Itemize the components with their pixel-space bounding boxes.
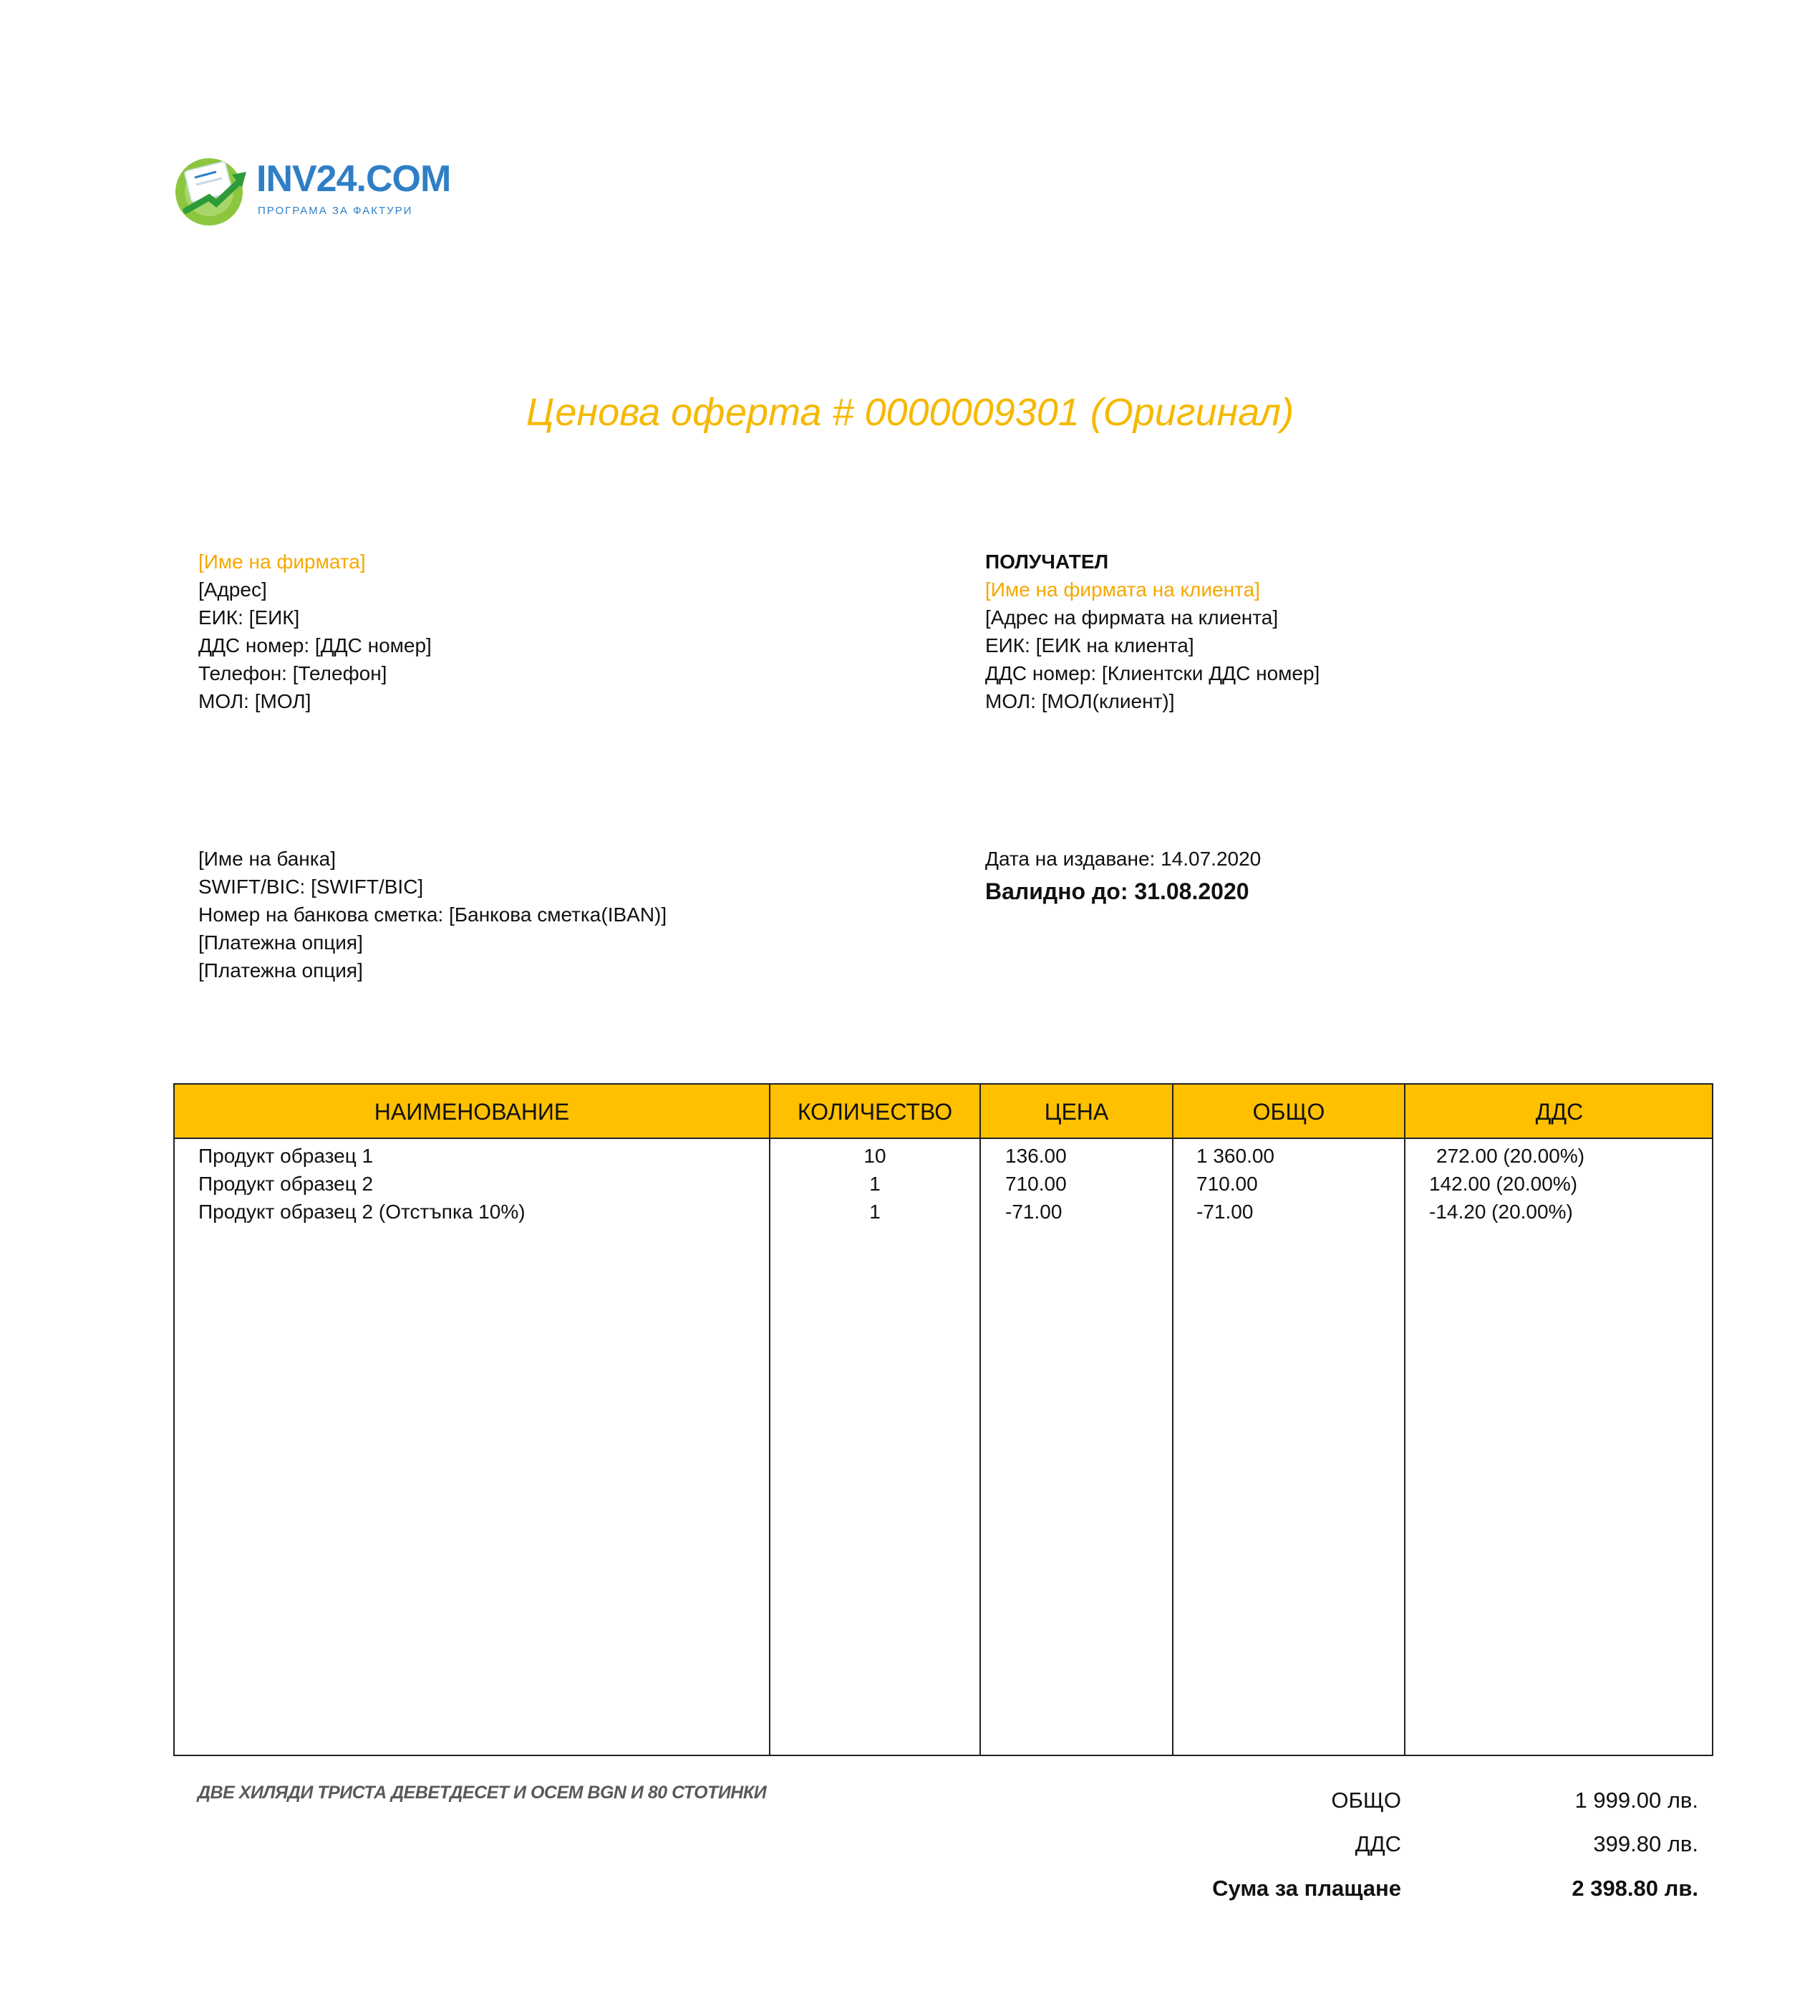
- header-vat: ДДС: [1535, 1099, 1584, 1125]
- sender-block: [198, 548, 432, 715]
- table-cell-vat: -14.20 (20.00%): [1429, 1201, 1573, 1223]
- bank-swift: SWIFT/BIC: [SWIFT/BIC]: [198, 876, 424, 898]
- table-cell-price: 136.00: [1005, 1145, 1067, 1167]
- table-cell-vat: 142.00 (20.00%): [1429, 1173, 1578, 1195]
- table-cell-quantity: 1: [869, 1173, 881, 1195]
- column-divider: [1404, 1085, 1405, 1755]
- header-price: ЦЕНА: [1044, 1099, 1109, 1125]
- recipient-block: [985, 548, 1320, 715]
- recipient-company: [Име на фирмата на клиента]: [985, 578, 1260, 601]
- table-cell-total: 1 360.00: [1196, 1145, 1274, 1167]
- table-cell-total: -71.00: [1196, 1201, 1254, 1223]
- table-cell-quantity: 10: [863, 1145, 886, 1167]
- bank-account: Номер на банкова сметка: [Банкова сметка(IBAN)]: [198, 903, 667, 926]
- table-cell-quantity: 1: [869, 1201, 881, 1223]
- table-cell-name: Продукт образец 2: [198, 1173, 374, 1195]
- sender-mol: МОЛ: [МОЛ]: [198, 690, 311, 712]
- sender-phone: Телефон: [Телефон]: [198, 662, 387, 684]
- logo-tagline: ПРОГРАМА ЗА ФАКТУРИ: [258, 205, 413, 217]
- column-divider: [979, 1085, 981, 1755]
- table-cell-price: 710.00: [1005, 1173, 1067, 1195]
- bank-payment-option: [Платежна опция]: [198, 959, 363, 982]
- vat-value: 399.80 лв.: [1593, 1831, 1698, 1856]
- amount-in-words: ДВЕ ХИЛЯДИ ТРИСТА ДЕВЕТДЕСЕТ И ОСЕМ BGN И 80 СТОТИНКИ: [198, 1783, 767, 1803]
- logo-wordmark: INV24.COM: [256, 158, 451, 200]
- table-cell-vat: 272.00 (20.00%): [1436, 1145, 1585, 1167]
- recipient-mol: МОЛ: [МОЛ(клиент)]: [985, 690, 1175, 712]
- total-value: 1 999.00 лв.: [1574, 1788, 1698, 1813]
- header-quantity: КОЛИЧЕСТВО: [797, 1099, 953, 1125]
- table-cell-price: -71.00: [1005, 1201, 1063, 1223]
- bank-payment-option: [Платежна опция]: [198, 931, 363, 954]
- document-title: Ценова оферта # 0000009301 (Оригинал): [526, 391, 1294, 434]
- amount-due-label: Сума за плащане: [1212, 1876, 1401, 1901]
- issue-date: Дата на издаване: 14.07.2020: [985, 848, 1262, 870]
- vat-label: ДДС: [1355, 1831, 1401, 1856]
- table-cell-name: Продукт образец 1: [198, 1145, 374, 1167]
- amount-due-value: 2 398.80 лв.: [1572, 1876, 1698, 1901]
- table-cell-name: Продукт образец 2 (Отстъпка 10%): [198, 1201, 526, 1223]
- recipient-vat: ДДС номер: [Клиентски ДДС номер]: [985, 662, 1320, 684]
- recipient-address: [Адрес на фирмата на клиента]: [985, 606, 1279, 629]
- total-label: ОБЩО: [1331, 1788, 1401, 1813]
- sender-eik: ЕИК: [ЕИК]: [198, 606, 300, 629]
- valid-until-date: Валидно до: 31.08.2020: [985, 878, 1249, 904]
- column-divider: [1172, 1085, 1173, 1755]
- sender-vat: ДДС номер: [ДДС номер]: [198, 634, 432, 656]
- recipient-eik: ЕИК: [ЕИК на клиента]: [985, 634, 1194, 656]
- recipient-heading: ПОЛУЧАТЕЛ: [985, 551, 1109, 573]
- table-cell-total: 710.00: [1196, 1173, 1258, 1195]
- bank-name: [Име на банка]: [198, 848, 336, 870]
- sender-company: [Име на фирмата]: [198, 551, 366, 573]
- dates-block: [985, 845, 1261, 910]
- header-name: НАИМЕНОВАНИЕ: [374, 1099, 570, 1125]
- bank-block: [198, 845, 667, 984]
- header-total: ОБЩО: [1252, 1099, 1325, 1125]
- items-table: [173, 1083, 1713, 1756]
- sender-address: [Адрес]: [198, 578, 267, 601]
